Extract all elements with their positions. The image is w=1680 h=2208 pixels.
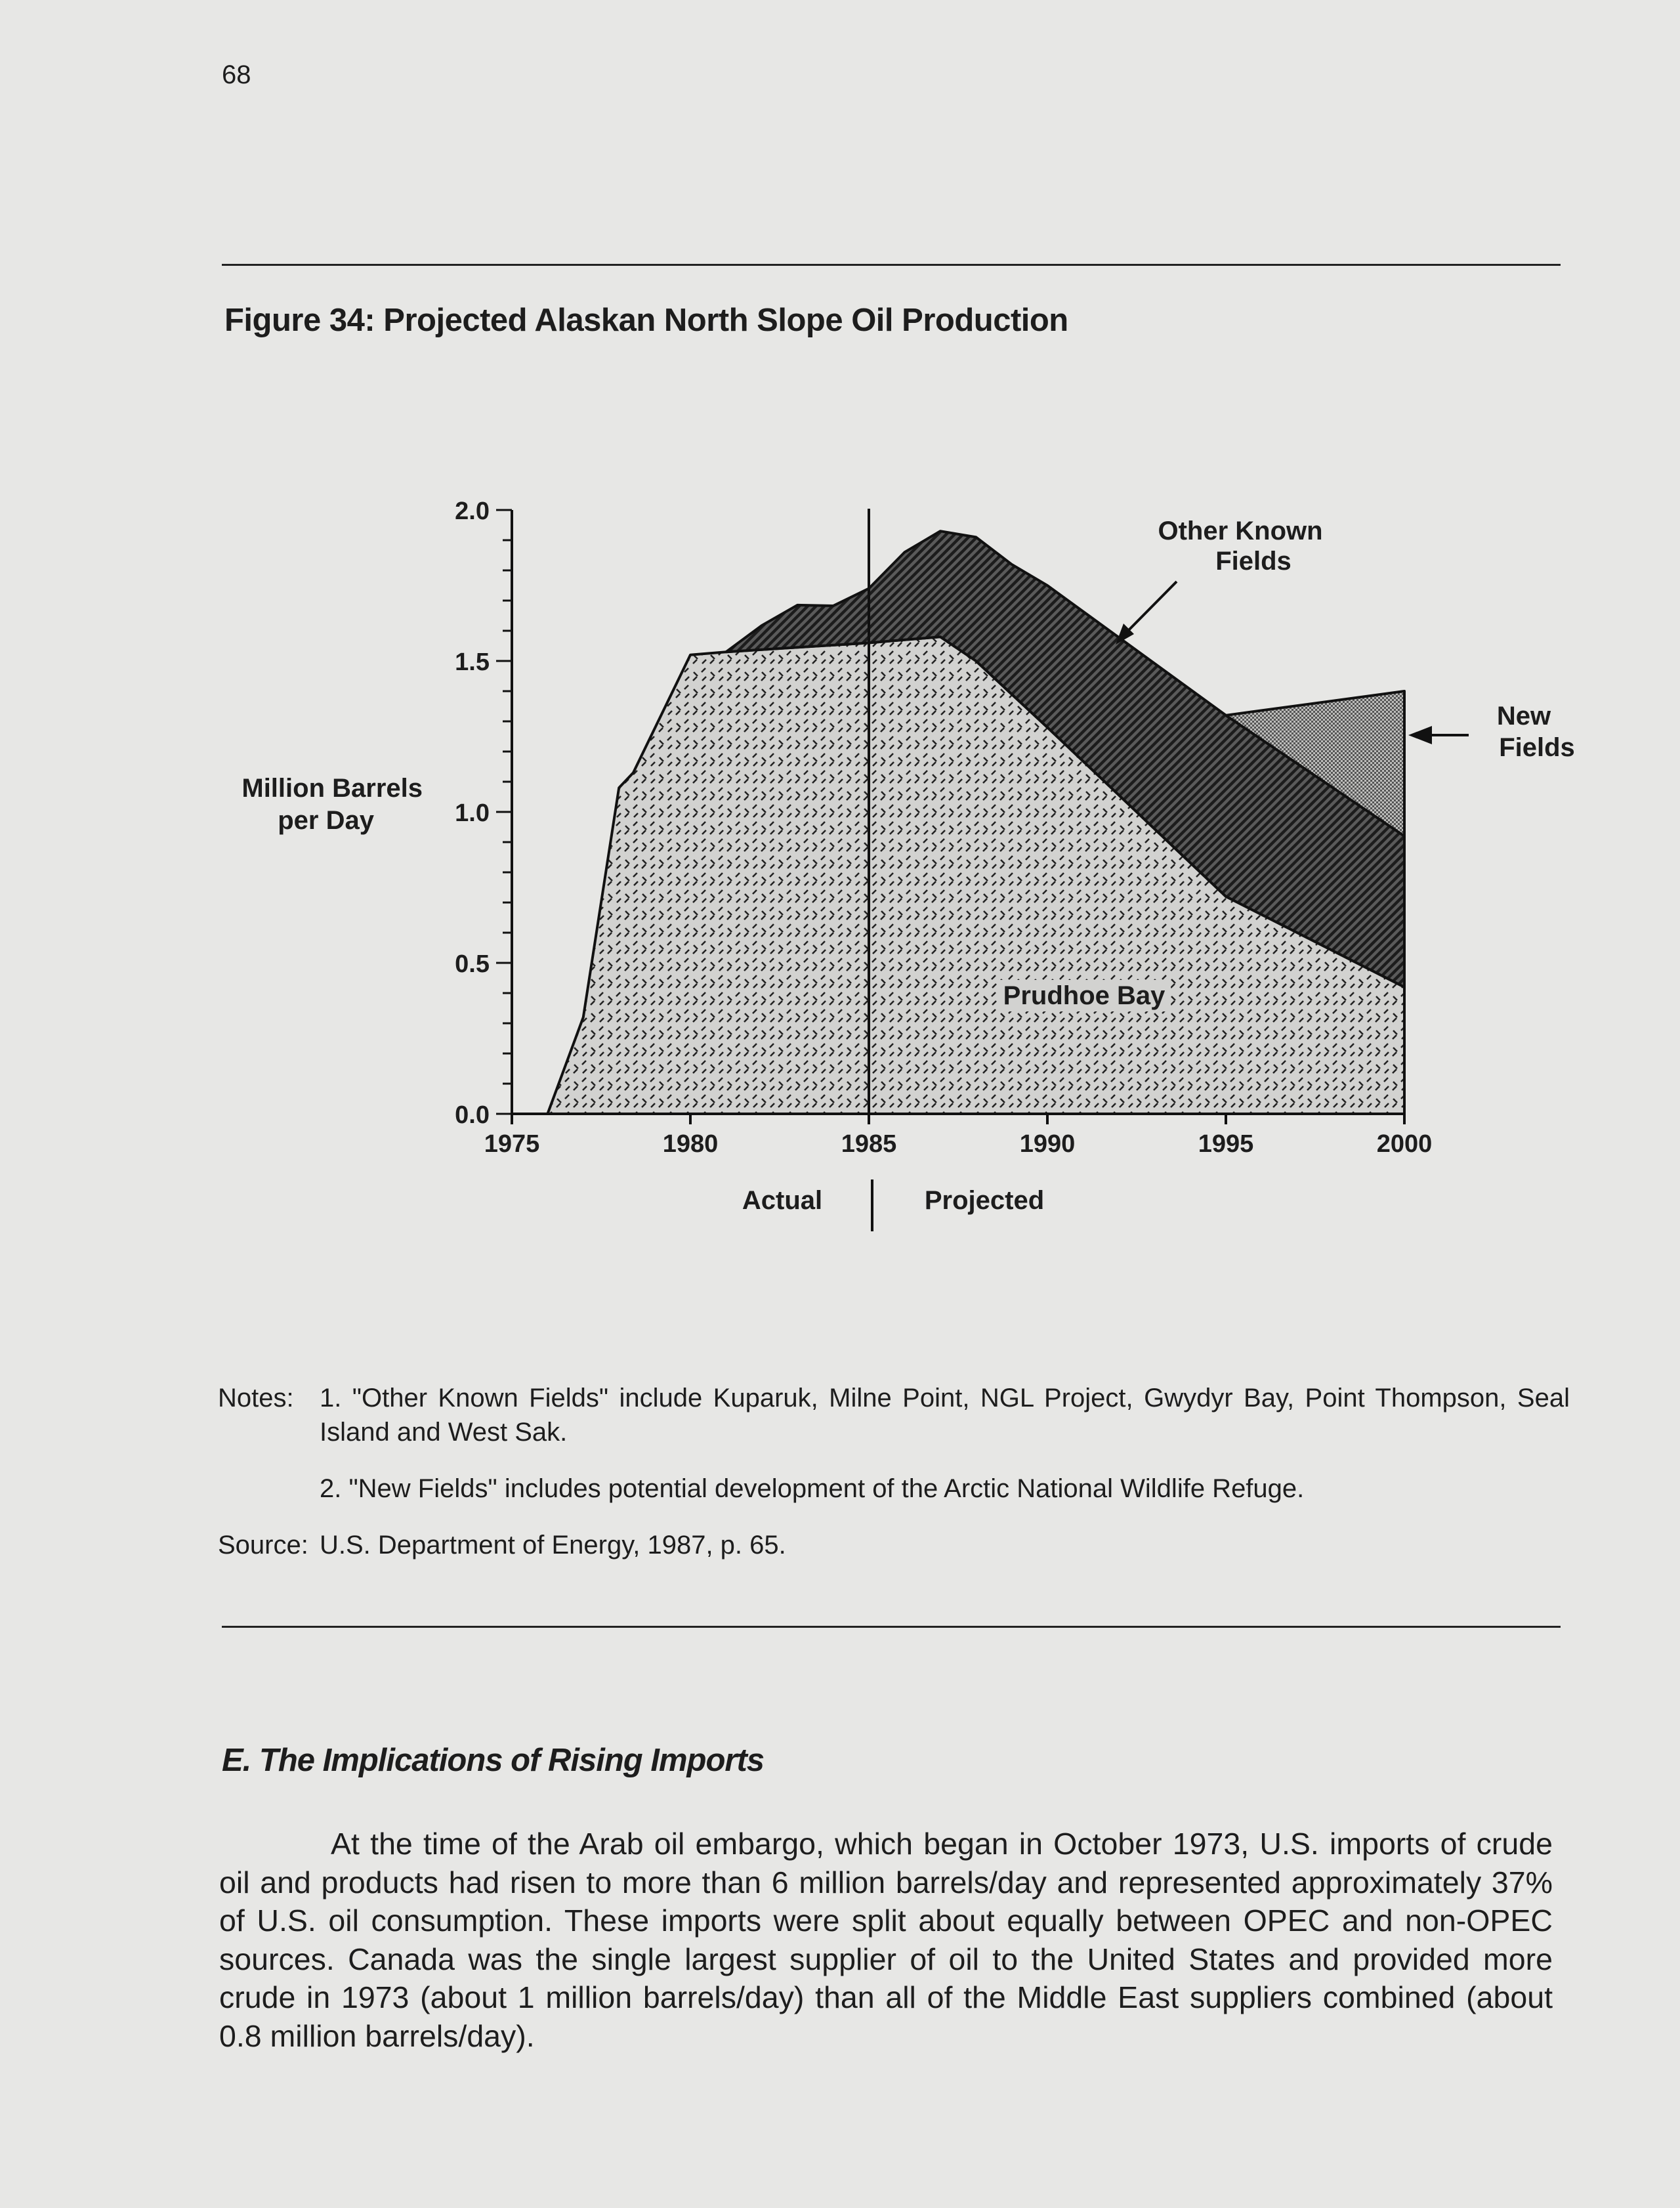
y-tick-label-1-0: 1.0 (455, 799, 490, 827)
label-other-known-line1: Other Known (1158, 517, 1323, 545)
note-2: 2. "New Fields" includes potential development of the Arctic National Wildlife Refuge. (320, 1474, 1305, 1503)
other-known-arrow (1124, 582, 1177, 635)
section-heading: E. The Implications of Rising Imports (222, 1743, 765, 1778)
notes-label: Notes: (218, 1384, 294, 1412)
series-areas (512, 531, 1404, 1114)
x-tick-label-1995: 1995 (1198, 1130, 1254, 1158)
label-new-fields-line1: New (1496, 702, 1551, 731)
label-prudhoe-bay: Prudhoe Bay (1003, 981, 1166, 1010)
figure-title: Figure 34: Projected Alaskan North Slope Oil Production (224, 303, 1068, 338)
page-number: 68 (222, 60, 251, 89)
new-fields-arrowhead (1408, 726, 1432, 744)
label-new-fields-line2: Fields (1499, 733, 1575, 762)
figure-notes (218, 1381, 1570, 1562)
y-tick-label-0-0: 0.0 (455, 1101, 490, 1129)
x-tick-label-1975: 1975 (484, 1130, 540, 1158)
x-tick-label-2000: 2000 (1376, 1130, 1433, 1158)
label-projected: Projected (924, 1186, 1045, 1215)
x-tick-label-1980: 1980 (662, 1130, 719, 1158)
bottom-rule (222, 1626, 1561, 1628)
x-tick-label-1990: 1990 (1019, 1130, 1076, 1158)
label-actual: Actual (742, 1186, 823, 1215)
body-paragraph: At the time of the Arab oil embargo, which began in October 1973, U.S. imports of crude oil and products had risen to more than 6 million barrels/day and represented approximately 37% of U.S. oil consumption. These imports were split about equally between OPEC and non-OPEC sources. Canada was the single largest supplier of oil to the United States and provided more crude in 1973 (about 1 million barrels/day) than all of the Middle East suppliers combined (about 0.8 million barrels/day). (219, 1827, 1553, 2053)
label-other-known-line2: Fields (1215, 547, 1292, 576)
y-axis-label-line1: Million Barrels (242, 774, 423, 803)
source-label: Source: (218, 1531, 308, 1560)
y-tick-label-1-5: 1.5 (455, 648, 490, 676)
note-1: 1. "Other Known Fields" include Kuparuk, Milne Point, NGL Project, Gwydyr Bay, Point Thompson, Seal Island and West Sak. (320, 1384, 1570, 1447)
y-axis-label (242, 774, 423, 835)
source-text: U.S. Department of Energy, 1987, p. 65. (320, 1531, 786, 1560)
y-tick-label-0-5: 0.5 (455, 950, 490, 978)
y-tick-label-2-0: 2.0 (455, 498, 490, 525)
y-axis-label-line2: per Day (278, 806, 374, 835)
x-tick-label-1985: 1985 (841, 1130, 897, 1158)
